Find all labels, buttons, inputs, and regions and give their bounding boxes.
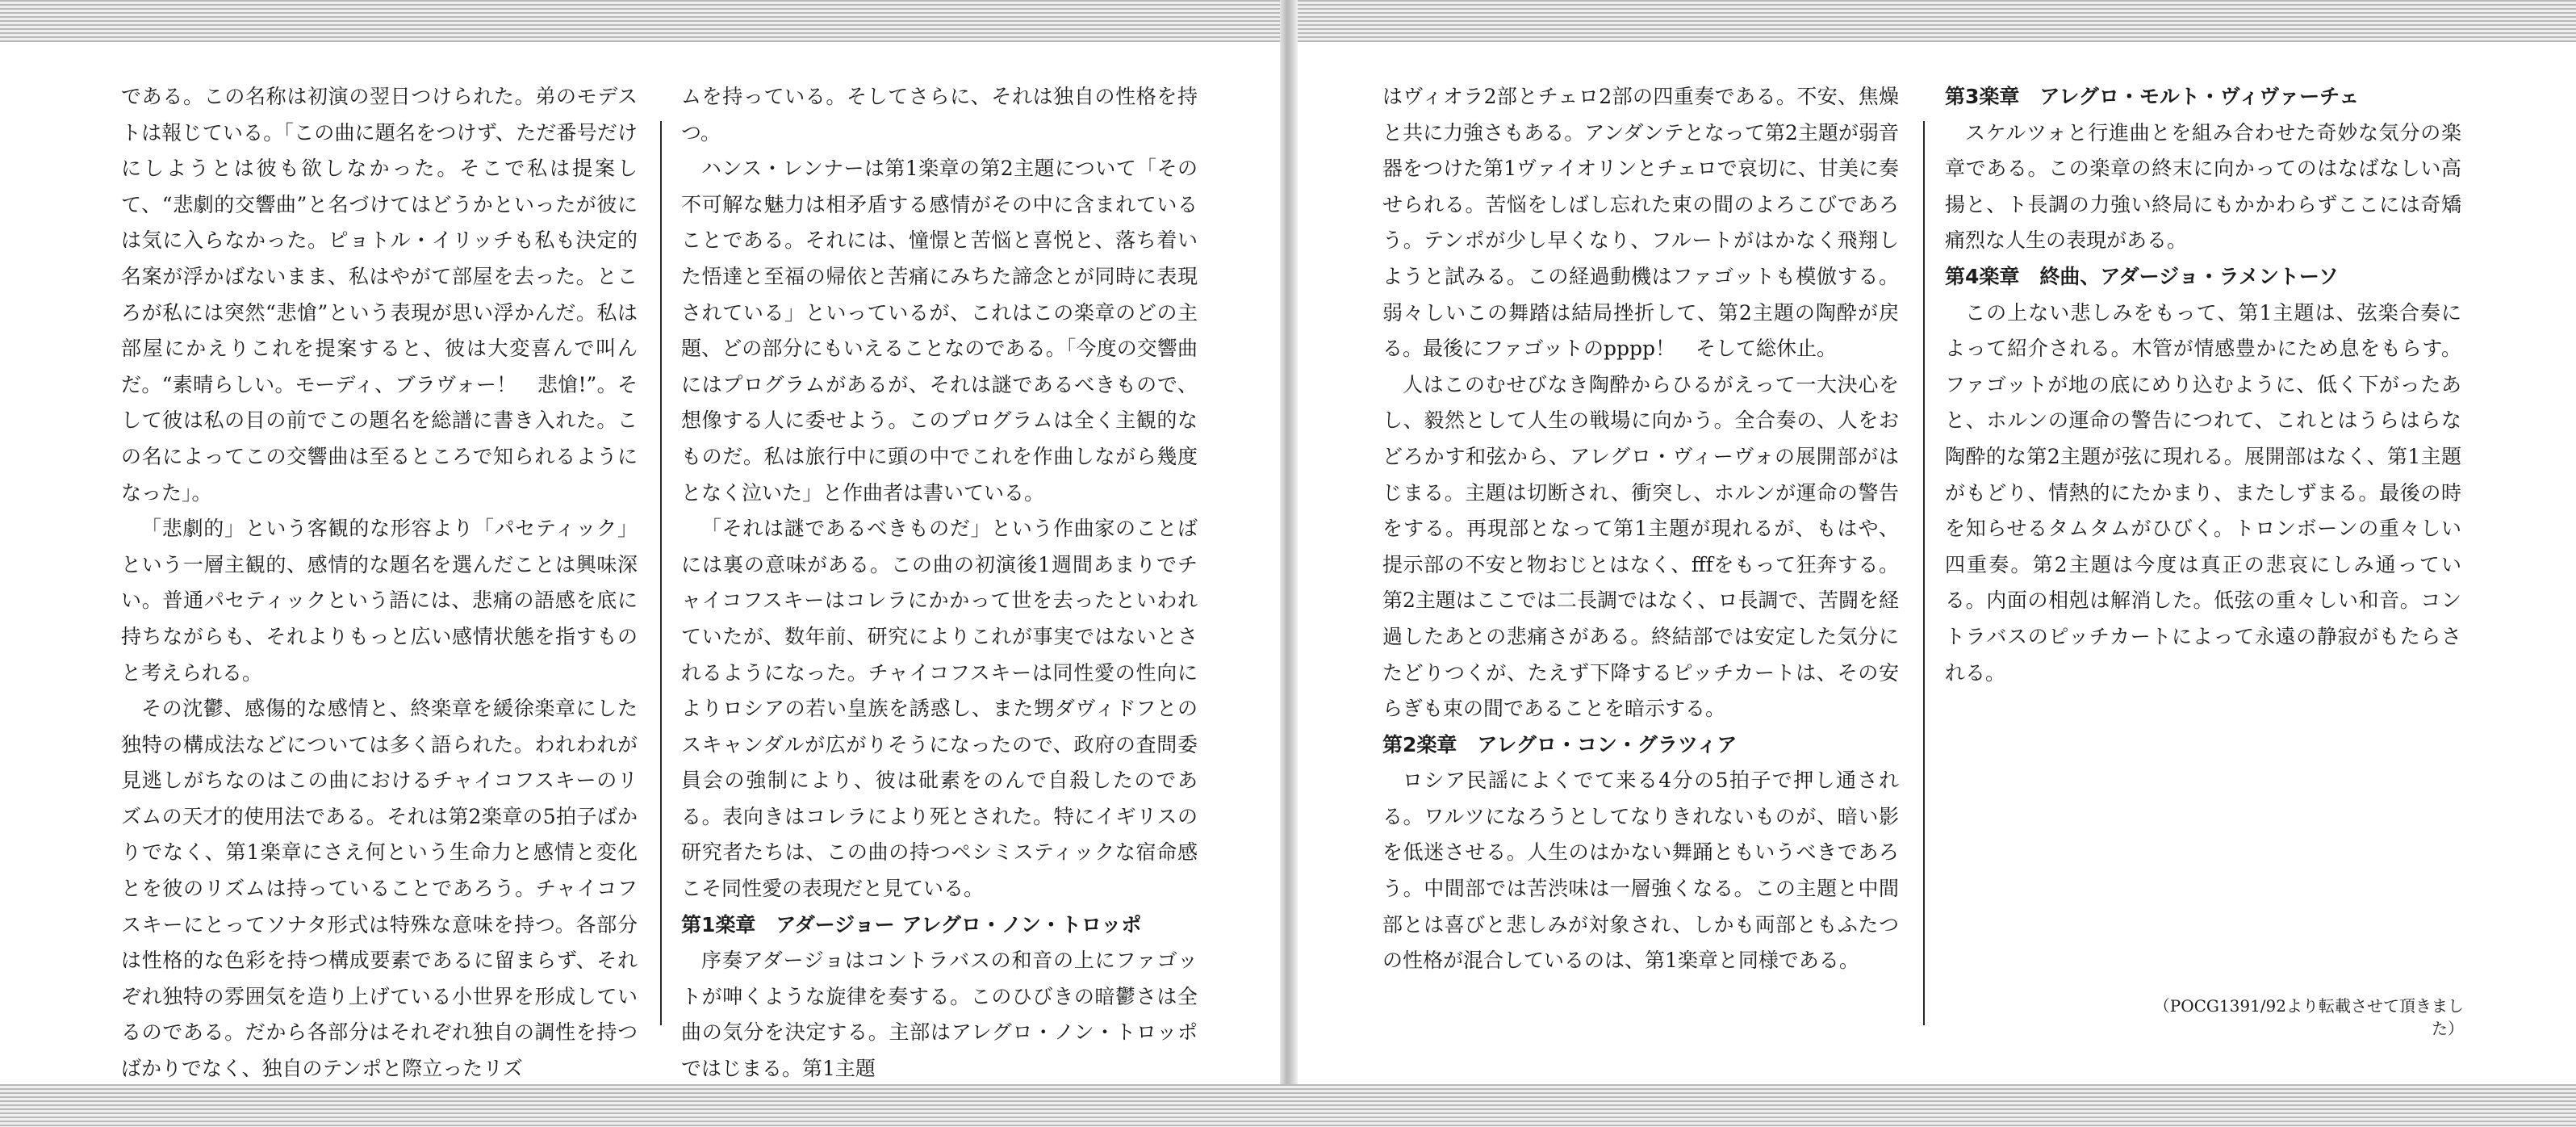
- paragraph: その沈鬱、感傷的な感情と、終楽章を緩徐楽章にした独特の構成法などについては多く語られた。われわれが見逃しがちなのはこの曲におけるチャイコフスキーのリズムの天才的使用法である。それは第2楽章の5拍子ばかりでなく、第1楽章にさえ何という生命力と感情と変化とを彼のリズムは持っていることであろう。チャイコフスキーにとってソナタ形式は特殊な意味を持つ。各部分は性格的な色彩を持つ構成要素であるに留まらず、それぞれ独特の雰囲気を造り上げている小世界を形成しているのである。だから各部分はそれぞれ独自の調性を持つばかりでなく、独自のテンポと際立ったリズ: [121, 697, 638, 1081]
- movement-heading: 第2楽章 アレグロ・コン・グラツィア: [1382, 732, 1738, 756]
- movement-heading: 第1楽章 アダージョー アレグロ・ノン・トロッポ: [681, 912, 1142, 936]
- paragraph: スケルツォと行進曲とを組み合わせた奇妙な気分の楽章である。この楽章の終末に向かってのはなばなしい高揚と、ト長調の力強い終局にもかかわらずここには奇矯痛烈な人生の表現がある。: [1945, 120, 2461, 253]
- paragraph: はヴィオラ2部とチェロ2部の四重奏である。不安、焦燥と共に力強さもある。アンダンテとなって第2主題が弱音器をつけた第1ヴァイオリンとチェロで哀切に、甘美に奏せられる。苦悩をしばし忘れた束の間のよろこびであろう。テンポが少し早くなり、フルートがはかなく飛翔しようと試みる。この経過動機はファゴットも模倣する。弱々しいこの舞踏は結局挫折して、第2主題の陶酔が戻る。最後にファゴットのpppp！ そして総休止。: [1382, 85, 1899, 361]
- paragraph: 序奏アダージョはコントラバスの和音の上にファゴットが呻くような旋律を奏する。このひびきの暗鬱さは全曲の気分を決定する。主部はアレグロ・ノン・トロッポではじまる。第1主題: [681, 949, 1198, 1081]
- source-credit: （POCG1391/92より転載させて頂きました）: [2153, 996, 2464, 1038]
- paragraph: 「悲劇的」という客観的な形容より「パセティック」という一層主観的、感情的な題名を選んだことは興味深い。普通パセティックという語には、悲痛の語感を底に持ちながらも、それよりもっと広い感情状態を指すものと考えられる。: [121, 517, 638, 685]
- text-column-2: [681, 79, 1198, 1087]
- text-column-4: [1945, 79, 2461, 691]
- paragraph: ハンス・レンナーは第1楽章の第2主題について「その不可解な魅力は相矛盾する感情がその中に含まれていることである。それには、憧憬と苦悩と喜悦と、落ち着いた悟達と至福の帰依と苦痛にみちた諦念とが同時に表現されている」といっているが、これはこの楽章のどの主題、どの部分にもいえることなのである。「今度の交響曲にはプログラムがあるが、それは謎であるべきもので、想像する人に委せよう。このプログラムは全く主観的なものだ。私は旅行中に頭の中でこれを作曲しながら幾度となく泣いた」と作曲者は書いている。: [681, 157, 1198, 505]
- movement-heading: 第3楽章 アレグロ・モルト・ヴィヴァーチェ: [1945, 85, 2360, 108]
- paragraph: 人はこのむせびなき陶酔からひるがえって一大決心をし、毅然として人生の戦場に向かう。全合奏の、人をおどろかす和弦から、アレグロ・ヴィーヴォの展開部がはじまる。主題は切断され、衝突し、ホルンが運命の警告をする。再現部となって第1主題が現れるが、もはや、提示部の不安と物おじとはなく、fffをもって狂奔する。第2主題はここでは二長調ではなく、ロ長調で、苦闘を経過したあとの悲痛さがある。終結部では安定した気分にたどりつくが、たえず下降するピッチカートは、その安らぎも束の間であることを暗示する。: [1382, 372, 1899, 721]
- paragraph: ムを持っている。そしてさらに、それは独自の性格を持つ。: [681, 85, 1198, 145]
- bottom-border-stripe: [0, 1084, 2576, 1127]
- column-divider-left: [660, 121, 662, 1025]
- text-column-1: [121, 79, 638, 1087]
- text-column-3: [1382, 79, 1899, 979]
- book-spine: [1280, 0, 1298, 1127]
- movement-heading: 第4楽章 終曲、アダージョ・ラメントーソ: [1945, 264, 2339, 288]
- paragraph: である。この名称は初演の翌日つけられた。弟のモデストは報じている。「この曲に題名をつけず、ただ番号だけにしようとは彼も欲しなかった。そこで私は提案して、“悲劇的交響曲”と名づけてはどうかといったが彼には気に入らなかった。ピョトル・イリッチも私も決定的名案が浮かばないまま、私はやがて部屋を去った。ところが私には突然“悲愴”という表現が思い浮かんだ。私は部屋にかえりこれを提案すると、彼は大変喜んで叫んだ。“素晴らしい。モーディ、ブラヴォー！ 悲愴!”。そして彼は私の目の前でこの題名を総譜に書き入れた。この名によってこの交響曲は至るところで知られるようになった」。: [121, 85, 638, 505]
- paragraph: 「それは謎であるべきものだ」という作曲家のことばには裏の意味がある。この曲の初演後1週間あまりでチャイコフスキーはコレラにかかって世を去ったといわれていたが、数年前、研究によりこれが事実ではないとされるようになった。チャイコフスキーは同性愛の性向によりロシアの若い皇族を誘惑し、また甥ダヴィドフとのスキャンダルが広がりそうになったので、政府の査問委員会の強制により、彼は砒素をのんで自殺したのである。表向きはコレラにより死とされた。特にイギリスの研究者たちは、この曲の持つペシミスティックな宿命感こそ同性愛の表現だと見ている。: [681, 517, 1198, 901]
- column-divider-right: [1923, 121, 1925, 1025]
- paragraph: ロシア民謡によくでて来る4分の5拍子で押し通される。ワルツになろうとしてなりきれないものが、暗い影を低迷させる。人生のはかない舞踊ともいうべきであろう。中間部では苦渋味は一層強くなる。この主題と中間部とは喜びと悲しみが対象され、しかも両部ともふたつの性格が混合しているのは、第1楽章と同様である。: [1382, 769, 1899, 973]
- paragraph: この上ない悲しみをもって、第1主題は、弦楽合奏によって紹介される。木管が情感豊かにため息をもらす。ファゴットが地の底にめり込むように、低く下がったあと、ホルンの運命の警告につれて、これとはうらはらな陶酔的な第2主題が弦に現れる。展開部はなく、第1主題がもどり、情熱的にたかまり、またしずまる。最後の時を知らせるタムタムがひびく。トロンボーンの重々しい四重奏。第2主題は今度は真正の悲哀にしみ通っている。内面の相剋は解消した。低弦の重々しい和音。コントラバスのピッチカートによって永遠の静寂がもたらされる。: [1945, 300, 2461, 685]
